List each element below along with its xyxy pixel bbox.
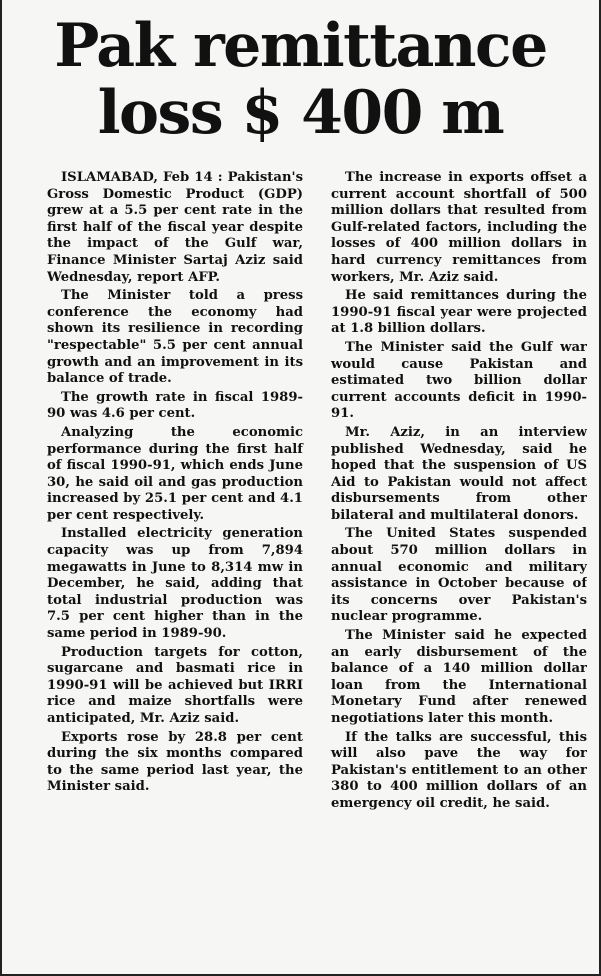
paragraph: Installed electricity generation capacity was up from 7,894 megawatts in June to 8,314 mw in December, he said, adding that total industrial production was 7.5 per cent higher than in the same period in 1989-90.: [47, 526, 303, 642]
paragraph: Exports rose by 28.8 per cent during the six months compared to the same period last year, the Minister said.: [47, 729, 303, 795]
paragraph: The growth rate in fiscal 1989-90 was 4.6 per cent.: [47, 389, 303, 422]
headline-line-1: Pak remittance: [54, 11, 547, 81]
paragraph: The Minister said he expected an early disbursement of the balance of a 140 million dollar loan from the International Monetary Fund after renewed negotiations later this month.: [331, 628, 587, 726]
column-left: [47, 170, 303, 970]
paragraph: The Minister told a press conference the economy had shown its resilience in recording "respectable" 5.5 per cent annual growth and an improvement in its balance of trade.: [47, 288, 303, 387]
column-right: [331, 170, 587, 970]
paragraph: The United States suspended about 570 million dollars in annual economic and military assistance in October because of its concerns over Pakistan's nuclear programme.: [331, 526, 587, 625]
paragraph: The increase in exports offset a current account shortfall of 500 million dollars that resulted from Gulf-related factors, including the losses of 400 million dollars in hard currency remittances from workers, Mr. Aziz said.: [331, 170, 587, 285]
headline-line-2: loss $ 400 m: [97, 78, 504, 148]
paragraph: The Minister said the Gulf war would cause Pakistan and estimated two billion dollar current accounts deficit in 1990-91.: [331, 339, 587, 422]
article-body: [47, 170, 587, 970]
paragraph: Production targets for cotton, sugarcane and basmati rice in 1990-91 will be achieved but IRRI rice and maize shortfalls were anticipated, Mr. Aziz said.: [47, 644, 303, 726]
headline: [2, 0, 599, 146]
paragraph: Mr. Aziz, in an interview published Wednesday, said he hoped that the suspension of US Aid to Pakistan would not affect disbursements from other bilateral and multilateral donors.: [331, 424, 587, 523]
paragraph: He said remittances during the 1990-91 fiscal year were projected at 1.8 billion dollars.: [331, 288, 587, 337]
paragraph: Analyzing the economic performance during the first half of fiscal 1990-91, which ends June 30, he said oil and gas production increased by 25.1 per cent and 4.1 per cent respectively.: [47, 424, 303, 523]
paragraph: ISLAMABAD, Feb 14 : Pakistan's Gross Domestic Product (GDP) grew at a 5.5 per cent rate in the first half of the fiscal year despite the impact of the Gulf war, Finance Minister Sartaj Aziz said Wednesday, report AFP.: [47, 170, 303, 285]
paragraph: If the talks are successful, this will also pave the way for Pakistan's entitlement to an other 380 to 400 million dollars of an emergency oil credit, he said.: [331, 729, 587, 811]
